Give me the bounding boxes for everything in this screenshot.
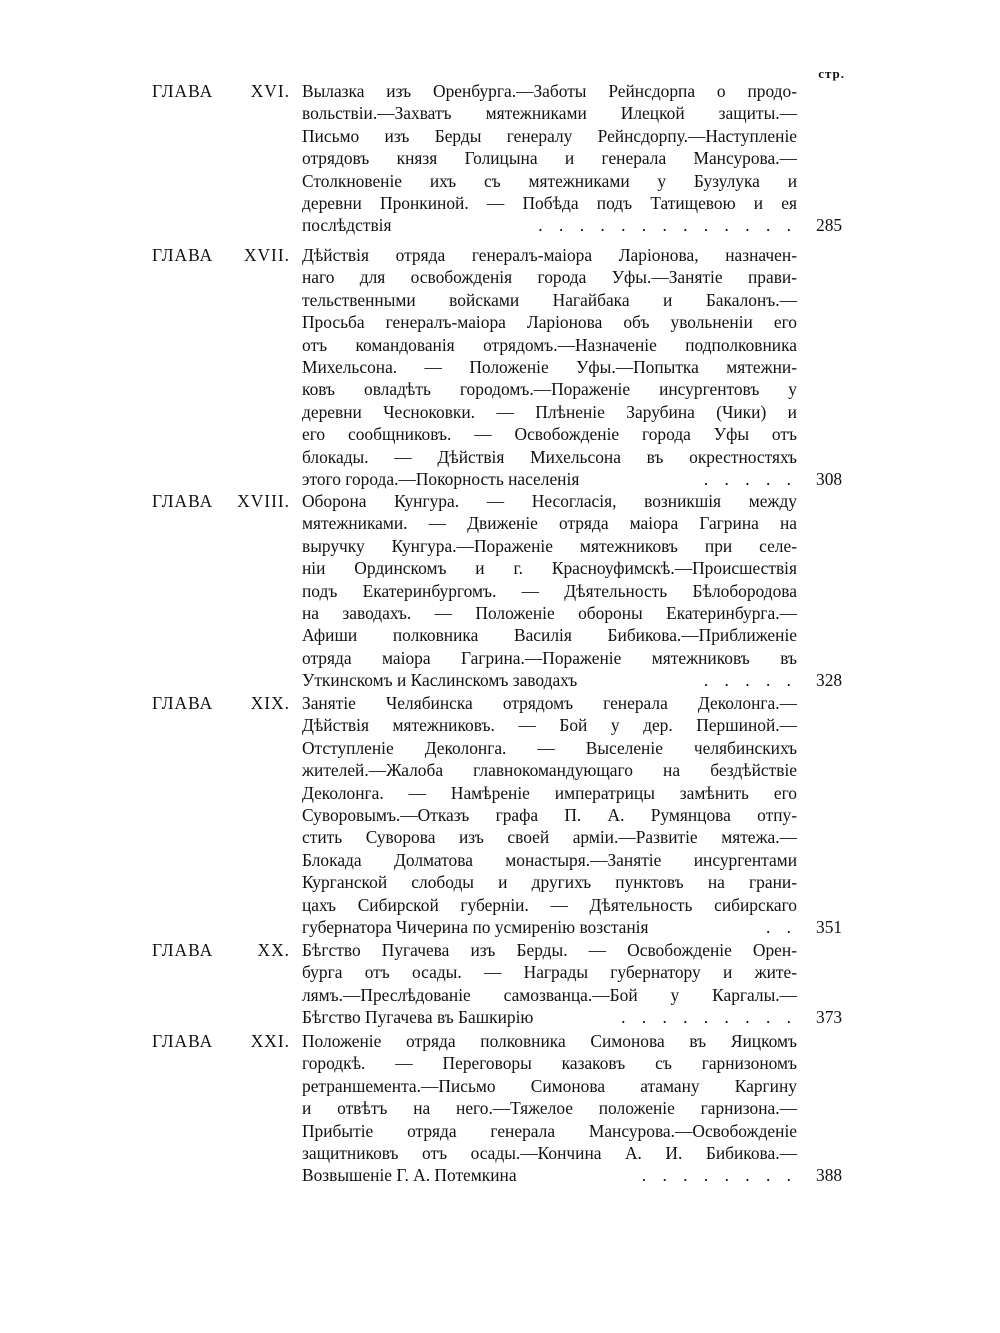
description-line: отрядовъ князя Голицына и генерала Мансурова.— bbox=[302, 148, 797, 169]
page-column-label: стр. bbox=[818, 66, 845, 81]
description-line: Оборона Кунгура. — Несогласія, возникшія между bbox=[302, 491, 797, 511]
description-line: ретраншемента.—Письмо Симонова атаману Каргину bbox=[302, 1075, 797, 1096]
chapter-number: XVIII. bbox=[237, 491, 290, 511]
description-line: лямъ.—Преслѣдованіе самозванца.—Бой у Каргалы.— bbox=[302, 984, 797, 1005]
description-line: цахъ Сибирской губерніи. — Дѣятельность сибирскаго bbox=[302, 894, 797, 915]
description-line: ковъ овладѣть городомъ.—Пораженіе инсургентовъ у bbox=[302, 379, 797, 400]
description-line: Бѣгство Пугачева въ Башкирію bbox=[302, 1007, 534, 1028]
chapter-description bbox=[302, 1030, 797, 1187]
description-line: вольствіи.—Захватъ мятежниками Илецкой защиты.— bbox=[302, 103, 797, 124]
description-line: Столкновеніе ихъ съ мятежниками у Бузулука и bbox=[302, 170, 797, 191]
description-line: его сообщниковъ. — Освобожденіе города Уфы отъ bbox=[302, 424, 797, 445]
chapter-description bbox=[302, 80, 797, 237]
description-line: мятежниками. — Движеніе отряда маіора Гагрина на bbox=[302, 513, 797, 534]
description-line: бурга отъ осады. — Награды губернатору и жите- bbox=[302, 962, 797, 983]
description-line: Бѣгство Пугачева изъ Берды. — Освобожденіе Орен- bbox=[302, 940, 797, 960]
description-line: подъ Екатеринбургомъ. — Дѣятельность Бѣлобородова bbox=[302, 580, 797, 601]
chapter-word: ГЛАВА bbox=[152, 1031, 214, 1051]
description-line: Прибытіе отряда генерала Мансурова.—Освобожденіе bbox=[302, 1120, 797, 1141]
description-line: защитниковъ отъ осады.—Кончина А. И. Бибикова.— bbox=[302, 1142, 797, 1163]
description-line: Положеніе отряда полковника Симонова въ Яицкомъ bbox=[302, 1031, 797, 1051]
chapter-description bbox=[302, 939, 797, 1029]
description-line: жителей.—Жалоба главнокомандующаго на бездѣйствіе bbox=[302, 760, 797, 781]
description-line: отряда маіора Гагрина.—Пораженіе мятежниковъ въ bbox=[302, 647, 797, 668]
chapter-number: XXI. bbox=[250, 1031, 290, 1051]
description-line: Отступленіе Деколонга. — Выселеніе челябинскихъ bbox=[302, 737, 797, 758]
description-line: на заводахъ. — Положеніе обороны Екатеринбурга.— bbox=[302, 602, 797, 623]
description-line: Просьба генералъ-маіора Ларіонова объ увольненіи его bbox=[302, 312, 797, 333]
description-line: отъ командованія отрядомъ.—Назначеніе подполковника bbox=[302, 334, 797, 355]
description-line: Возвышеніе Г. А. Потемкина bbox=[302, 1165, 517, 1186]
description-line: Курганской слободы и другихъ пунктовъ на грани- bbox=[302, 872, 797, 893]
description-line: и отвѣтъ на него.—Тяжелое положеніе гарнизона.— bbox=[302, 1098, 797, 1119]
description-line: тельственными войсками Нагайбака и Бакалонъ.— bbox=[302, 289, 797, 310]
chapter-number: XVII. bbox=[243, 245, 290, 265]
page-number: 388 bbox=[816, 1165, 843, 1186]
chapter-description bbox=[302, 692, 797, 938]
page-number: 285 bbox=[816, 215, 843, 236]
chapter-word: ГЛАВА bbox=[152, 491, 214, 511]
description-last-line bbox=[302, 1164, 797, 1186]
chapter-number: XVI. bbox=[250, 81, 290, 101]
description-last-line bbox=[302, 916, 797, 938]
description-line: Занятіе Челябинска отрядомъ генерала Деколонга.— bbox=[302, 693, 797, 713]
description-last-line bbox=[302, 214, 797, 236]
description-line: деревни Чесноковки. — Плѣненіе Зарубина (Чики) и bbox=[302, 401, 797, 422]
description-line: блокады. — Дѣйствія Михельсона въ окрестностяхъ bbox=[302, 446, 797, 467]
page-number: 308 bbox=[816, 469, 843, 489]
dot-leader: . . . . . . . . . . . . . bbox=[538, 215, 797, 236]
description-last-line bbox=[302, 669, 797, 691]
description-line: выручку Кунгура.—Пораженіе мятежниковъ при селе- bbox=[302, 535, 797, 556]
page-number: 373 bbox=[816, 1007, 843, 1028]
dot-leader: . . . . . . . . bbox=[641, 1165, 797, 1186]
description-line: Вылазка изъ Оренбурга.—Заботы Рейнсдорпа о продо- bbox=[302, 81, 797, 101]
description-line: этого города.—Покорность населенія bbox=[302, 468, 580, 489]
description-line: Афиши полковника Василія Бибикова.—Приближеніе bbox=[302, 625, 797, 646]
chapter-number: XX. bbox=[257, 940, 290, 960]
chapter-word: ГЛАВА bbox=[152, 81, 214, 101]
description-line: послѣдствія bbox=[302, 215, 392, 236]
page-number: 351 bbox=[816, 917, 843, 937]
description-line: Деколонга. — Намѣреніе императрицы замѣнить его bbox=[302, 782, 797, 803]
chapter-word: ГЛАВА bbox=[152, 693, 214, 713]
description-line: городкѣ. — Переговоры казаковъ съ гарнизономъ bbox=[302, 1053, 797, 1074]
description-line: губернатора Чичерина по усмиренію возстанія bbox=[302, 916, 649, 937]
description-line: Дѣйствія отряда генералъ-маіора Ларіонова, назначен- bbox=[302, 245, 797, 265]
description-line: стить Суворова изъ своей арміи.—Развитіе мятежа.— bbox=[302, 827, 797, 848]
chapter-description bbox=[302, 244, 797, 490]
description-line: Суворовымъ.—Отказъ графа П. А. Румянцова отпу- bbox=[302, 804, 797, 825]
description-line: ніи Ординскомъ и г. Красноуфимскѣ.—Происшествія bbox=[302, 558, 797, 579]
chapter-word: ГЛАВА bbox=[152, 940, 214, 960]
chapter-word: ГЛАВА bbox=[152, 245, 214, 265]
description-line: Письмо изъ Берды генералу Рейнсдорпу.—Наступленіе bbox=[302, 125, 797, 146]
dot-leader: . . . . . . . . . bbox=[621, 1007, 797, 1028]
description-line: Дѣйствія мятежниковъ. — Бой у дер. Першиной.— bbox=[302, 715, 797, 736]
description-line: наго для освобожденія города Уфы.—Занятіе прави- bbox=[302, 267, 797, 288]
description-line: деревни Пронкиной. — Побѣда подъ Татищевою и ея bbox=[302, 192, 797, 213]
description-line: Михельсона. — Положеніе Уфы.—Попытка мятежни- bbox=[302, 356, 797, 377]
description-last-line bbox=[302, 468, 797, 490]
dot-leader: . . . . . bbox=[703, 468, 797, 489]
page-number: 328 bbox=[816, 670, 843, 691]
chapter-number: XIX. bbox=[250, 693, 290, 713]
description-line: Блокада Долматова монастыря.—Занятіе инсургентами bbox=[302, 849, 797, 870]
dot-leader: . . bbox=[765, 916, 797, 937]
chapter-description bbox=[302, 490, 797, 692]
description-line: Уткинскомъ и Каслинскомъ заводахъ bbox=[302, 670, 578, 691]
description-last-line bbox=[302, 1006, 797, 1028]
dot-leader: . . . . . bbox=[703, 670, 797, 691]
